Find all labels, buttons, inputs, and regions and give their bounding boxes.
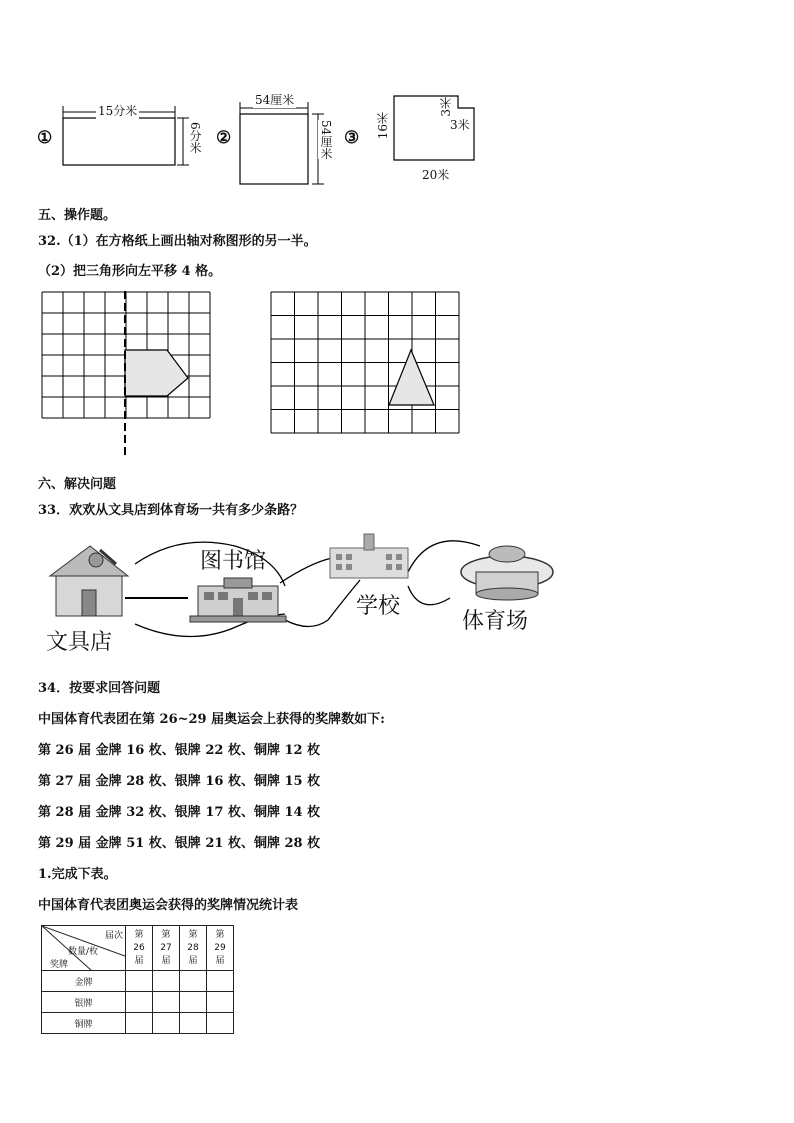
corner-medal-label: 奖牌 bbox=[50, 960, 69, 970]
answer-cell[interactable] bbox=[207, 1013, 234, 1034]
answer-cell[interactable] bbox=[180, 971, 207, 992]
stadium-label: 体育场 bbox=[462, 609, 529, 634]
answer-cell[interactable] bbox=[207, 992, 234, 1013]
figure-3-marker: ③ bbox=[344, 128, 360, 148]
medal-line: 第 26 届 金牌 16 枚、银牌 22 枚、铜牌 12 枚 bbox=[38, 743, 321, 758]
figure-1-width-label: 15分米 bbox=[98, 104, 138, 118]
medal-table bbox=[41, 925, 234, 1034]
figure-3-width-label: 20米 bbox=[422, 168, 450, 182]
figure-1-marker: ① bbox=[37, 128, 53, 148]
half-shape bbox=[125, 350, 188, 396]
answer-cell[interactable] bbox=[126, 992, 153, 1013]
section-5-heading: 五、操作题。 bbox=[38, 208, 117, 223]
answer-cell[interactable] bbox=[153, 971, 180, 992]
road-lower-2 bbox=[285, 580, 360, 627]
answer-cell[interactable] bbox=[180, 1013, 207, 1034]
section-6-heading: 六、解决问题 bbox=[38, 477, 117, 492]
row-header-silver: 银牌 bbox=[42, 992, 126, 1013]
grid-lines bbox=[271, 292, 459, 433]
figure-1-height-label: 6分米 bbox=[188, 122, 202, 154]
question-34-title: 34．按要求回答问题 bbox=[38, 681, 161, 696]
figure-3-height-label: 16米 bbox=[376, 112, 390, 140]
figure-2-marker: ② bbox=[216, 128, 232, 148]
question-34-intro: 中国体育代表团在第 26~29 届奥运会上获得的奖牌数如下: bbox=[38, 712, 385, 727]
corner-session-label: 届次 bbox=[104, 931, 123, 941]
row-header-bronze: 铜牌 bbox=[42, 1013, 126, 1034]
answer-cell[interactable] bbox=[153, 1013, 180, 1034]
column-header: 第 28 届 bbox=[180, 926, 207, 971]
school-icon bbox=[330, 534, 408, 578]
road-upper-2 bbox=[280, 558, 332, 583]
stationery-shop-icon bbox=[50, 546, 128, 616]
answer-cell[interactable] bbox=[153, 992, 180, 1013]
medal-line: 第 28 届 金牌 32 枚、银牌 17 枚、铜牌 14 枚 bbox=[38, 805, 321, 820]
medal-line: 第 29 届 金牌 51 枚、银牌 21 枚、铜牌 28 枚 bbox=[38, 836, 321, 851]
row-header-gold: 金牌 bbox=[42, 971, 126, 992]
column-header: 第 27 届 bbox=[153, 926, 180, 971]
figure-2-width-label: 54厘米 bbox=[255, 93, 295, 107]
stationery-label: 文具店 bbox=[46, 630, 113, 655]
table-title: 中国体育代表团奥运会获得的奖牌情况统计表 bbox=[38, 898, 299, 913]
road-lower-3 bbox=[408, 586, 450, 605]
column-header: 第 29 届 bbox=[207, 926, 234, 971]
answer-cell[interactable] bbox=[126, 1013, 153, 1034]
stadium-icon bbox=[461, 546, 553, 600]
library-label: 图书馆 bbox=[200, 549, 267, 574]
figure-3-notch-horizontal-label: 3米 bbox=[439, 97, 453, 117]
library-icon bbox=[190, 578, 286, 622]
triangle bbox=[389, 350, 434, 405]
translation-grid bbox=[270, 291, 463, 461]
question-34-task: 1.完成下表。 bbox=[38, 867, 117, 882]
figure-2-height-label: 54厘米 bbox=[319, 120, 333, 160]
answer-cell[interactable] bbox=[207, 971, 234, 992]
corner-quantity-label: 数量/枚 bbox=[68, 947, 99, 957]
question-32-part-2: （2）把三角形向左平移 4 格。 bbox=[38, 264, 222, 279]
symmetry-grid bbox=[41, 291, 213, 461]
table-corner-cell bbox=[42, 926, 126, 971]
column-header: 第 26 届 bbox=[126, 926, 153, 971]
school-label: 学校 bbox=[356, 594, 401, 619]
question-32-part-1: 32.（1）在方格纸上画出轴对称图形的另一半。 bbox=[38, 234, 317, 249]
figure-3-notch-vertical-label: 3米 bbox=[450, 118, 470, 132]
answer-cell[interactable] bbox=[126, 971, 153, 992]
route-map bbox=[40, 528, 560, 663]
question-33: 33．欢欢从文具店到体育场一共有多少条路？ bbox=[38, 503, 304, 518]
answer-cell[interactable] bbox=[180, 992, 207, 1013]
medal-line: 第 27 届 金牌 28 枚、银牌 16 枚、铜牌 15 枚 bbox=[38, 774, 321, 789]
